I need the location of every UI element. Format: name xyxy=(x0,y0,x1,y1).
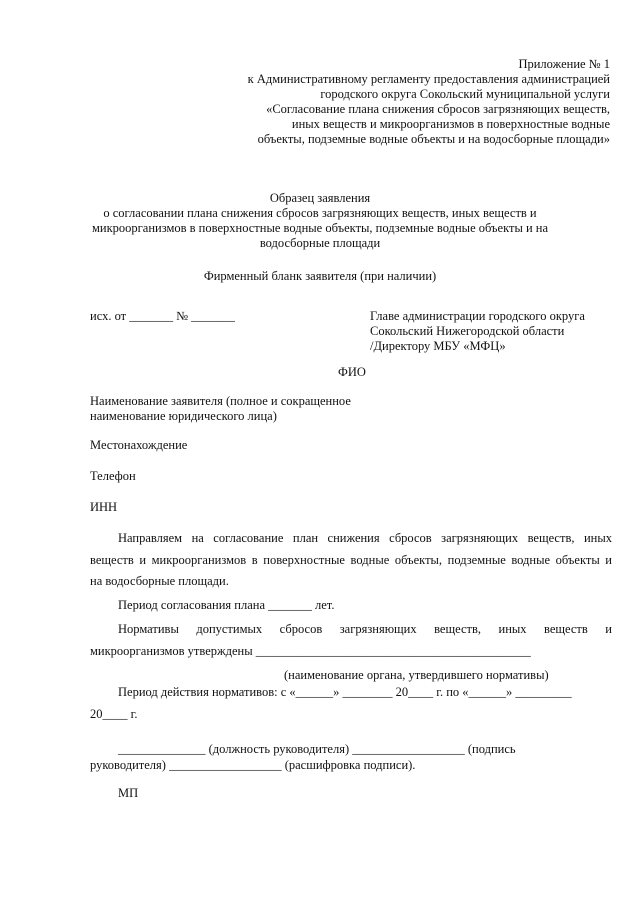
norms-caption: (наименование органа, утвердившего нормативы) xyxy=(284,668,549,682)
title-line: водосборные площади xyxy=(259,236,381,250)
stamp-mark: МП xyxy=(118,786,139,800)
appendix-line: объекты, подземные водные объекты и на водосборные площади» xyxy=(257,132,610,146)
location-label: Местонахождение xyxy=(90,438,188,452)
outgoing-number: исх. от _______ № _______ xyxy=(90,309,235,323)
letterhead-note: Фирменный бланк заявителя (при наличии) xyxy=(203,269,437,283)
phone-label: Телефон xyxy=(90,469,136,483)
fio-label: ФИО xyxy=(338,365,366,379)
addressee-line: /Директору МБУ «МФЦ» xyxy=(370,339,506,353)
applicant-name-label: наименование юридического лица) xyxy=(90,409,277,423)
validity-period: 20____ г. xyxy=(90,707,138,721)
body-line: на водосборные площади. xyxy=(90,574,229,588)
title-line: о согласовании плана снижения сбросов загрязняющих веществ, иных веществ и xyxy=(103,206,537,220)
body-line: веществ и микроорганизмов в поверхностные водные объекты, подземные водные объекты и xyxy=(90,553,612,567)
appendix-number: Приложение № 1 xyxy=(518,57,610,71)
signature-line: ______________ (должность руководителя) __________________ (подпись xyxy=(118,742,516,756)
inn-label: ИНН xyxy=(90,500,118,514)
norms-line: Нормативы допустимых сбросов загрязняющих веществ, иных веществ и xyxy=(118,622,612,636)
appendix-line: иных веществ и микроорганизмов в поверхностные водные xyxy=(291,117,610,131)
addressee-line: Главе администрации городского округа xyxy=(370,309,585,323)
appendix-line: к Административному регламенту предоставления администрацией xyxy=(247,72,610,86)
validity-period: Период действия нормативов: с «______» ________ 20____ г. по «______» _________ xyxy=(118,685,572,699)
body-line: Направляем на согласование план снижения сбросов загрязняющих веществ, иных xyxy=(118,531,612,545)
norms-line: микроорганизмов утверждены ____________________________________________ xyxy=(90,644,531,658)
title-line: Образец заявления xyxy=(269,191,371,205)
addressee-line: Сокольский Нижегородской области xyxy=(370,324,565,338)
approval-period: Период согласования плана _______ лет. xyxy=(118,598,335,612)
applicant-name-label: Наименование заявителя (полное и сокращенное xyxy=(90,394,351,408)
appendix-line: городского округа Сокольский муниципальной услуги xyxy=(320,87,610,101)
title-line: микроорганизмов в поверхностные водные объекты, подземные водные объекты и на xyxy=(91,221,549,235)
signature-line: руководителя) __________________ (расшифровка подписи). xyxy=(90,758,416,772)
appendix-line: «Согласование плана снижения сбросов загрязняющих веществ, xyxy=(266,102,610,116)
